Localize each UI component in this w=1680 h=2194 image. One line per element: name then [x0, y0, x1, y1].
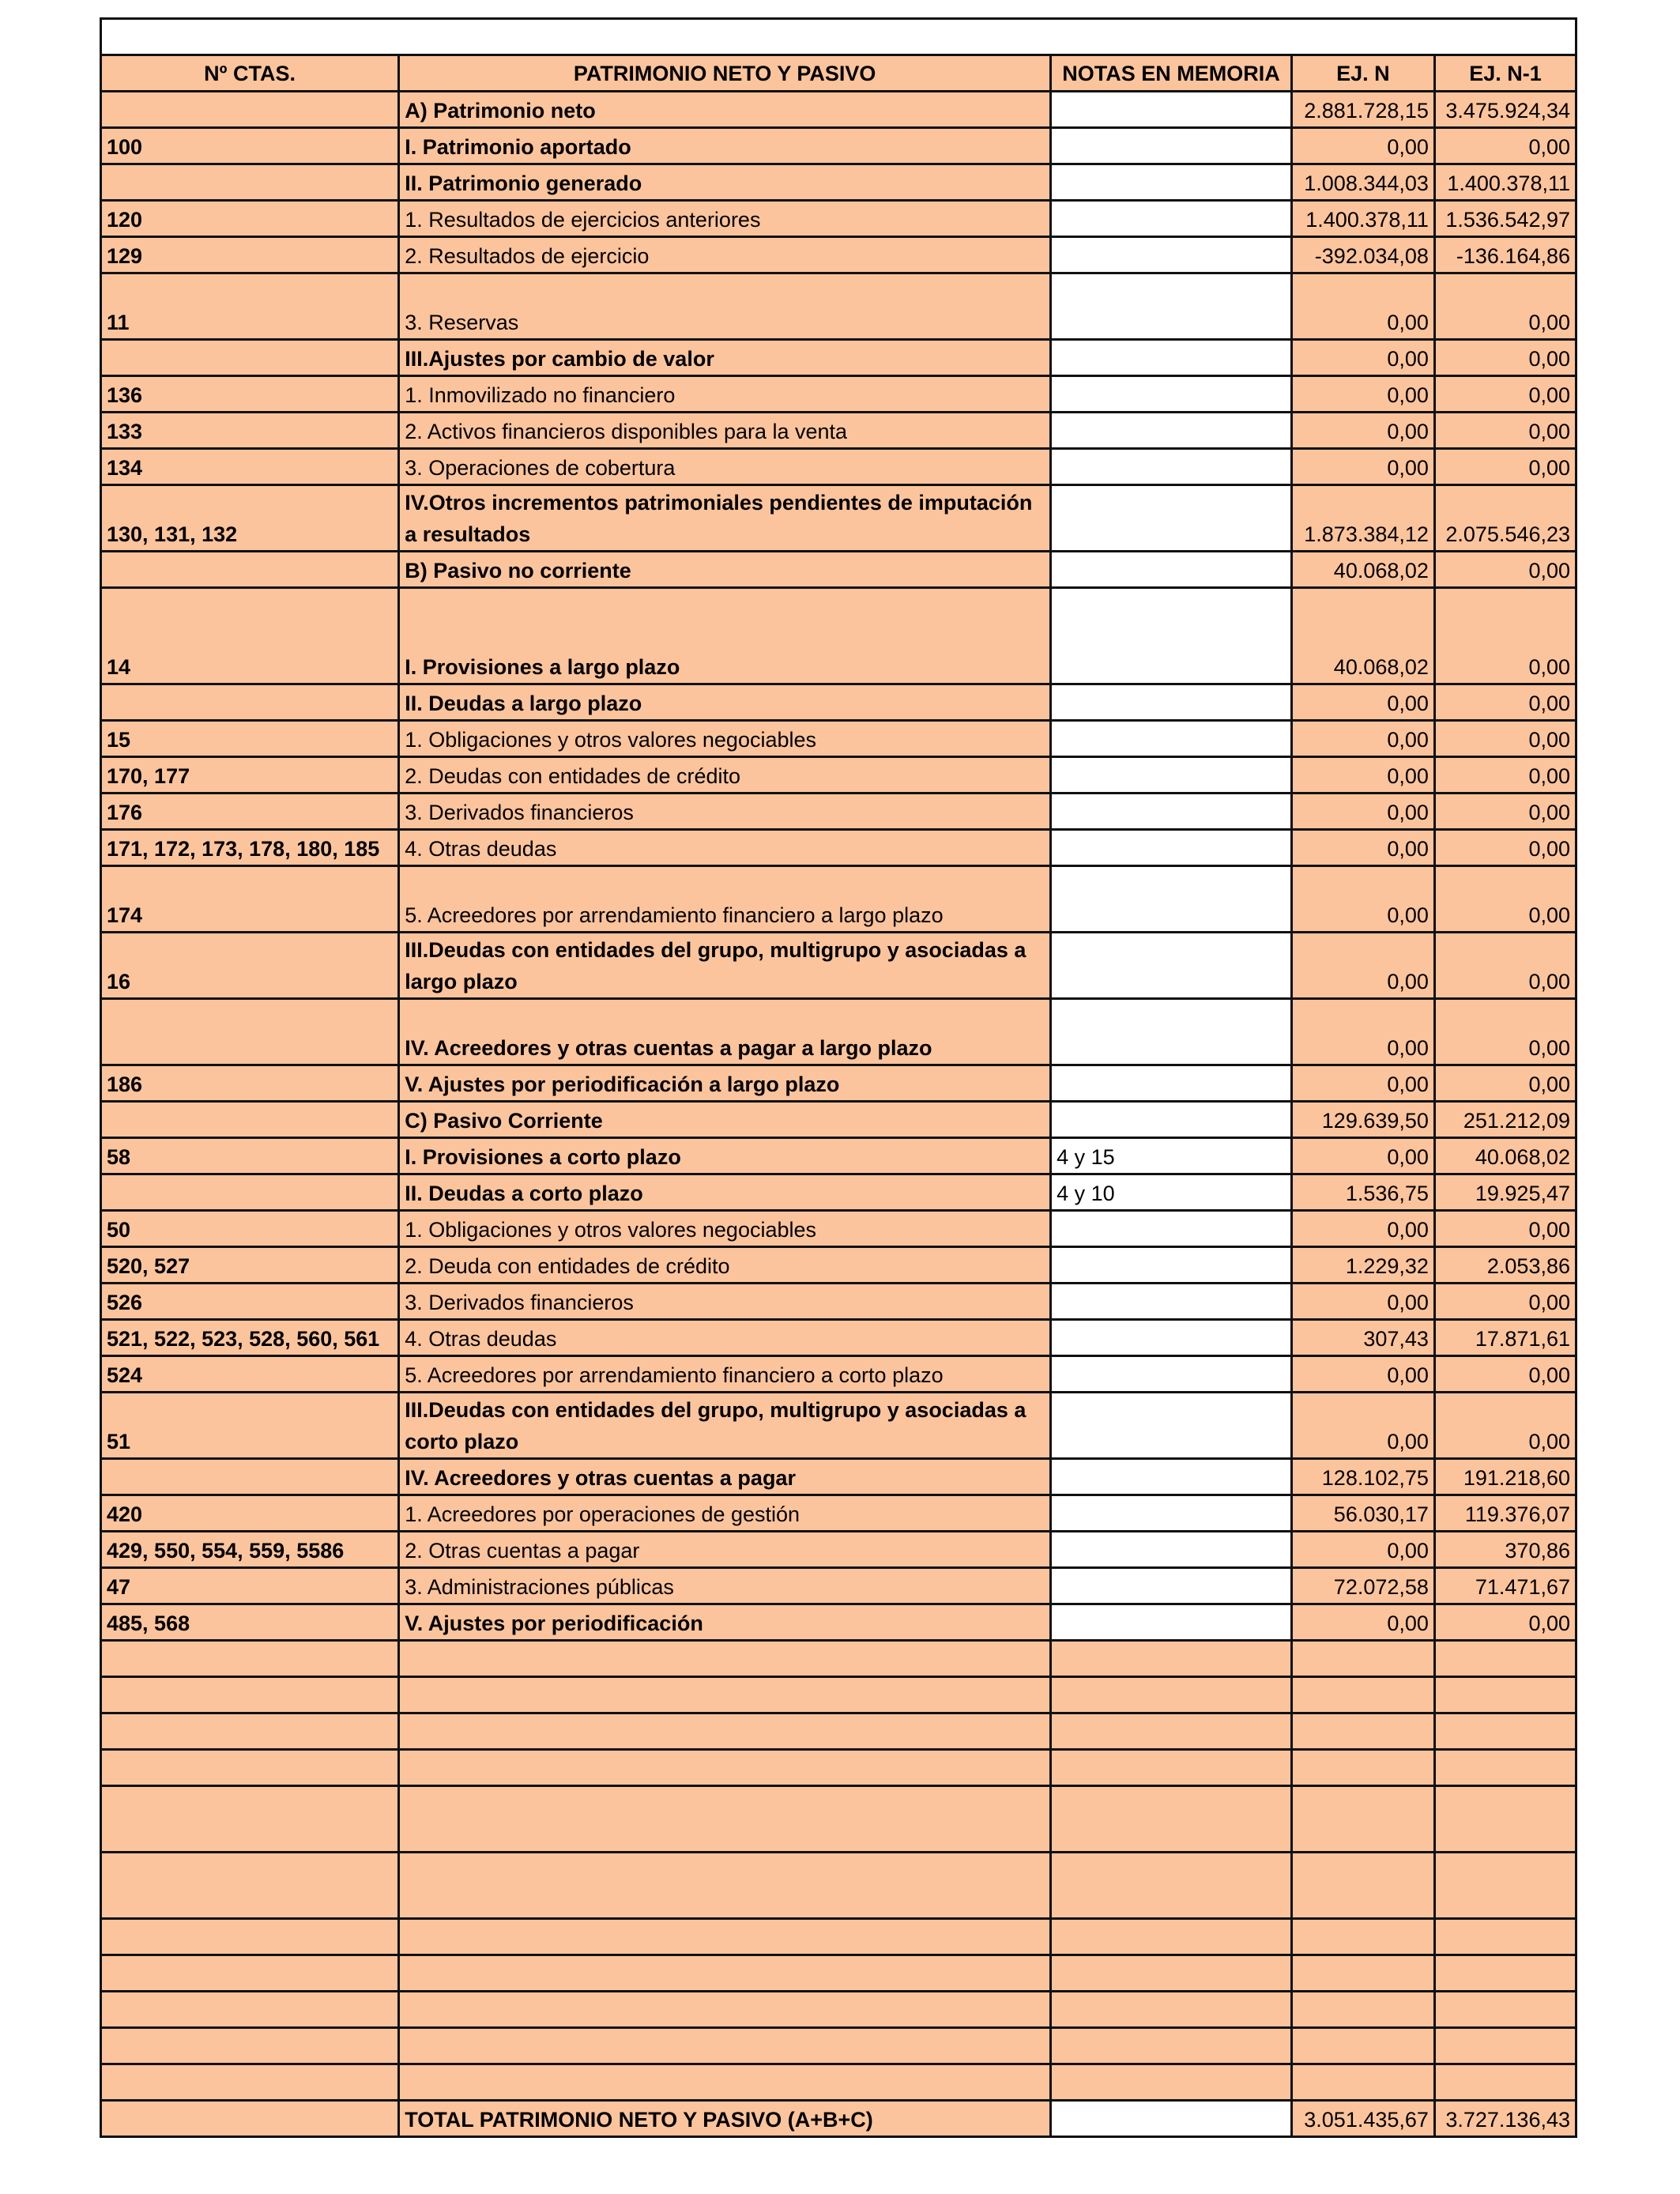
year-value-cell: 1.536,75 — [1291, 1174, 1434, 1211]
account-cell: 100 — [101, 128, 399, 164]
prev-year-value-cell: 0,00 — [1434, 340, 1576, 376]
table-row — [101, 933, 1576, 999]
prev-year-value-cell: 2.053,86 — [1434, 1247, 1576, 1284]
prev-year-value-cell: 0,00 — [1434, 413, 1576, 449]
empty-row — [101, 2064, 1576, 2101]
empty-row — [101, 1919, 1576, 1955]
concept-cell: II. Patrimonio generado — [399, 164, 1051, 201]
table-row — [101, 449, 1576, 485]
account-cell — [101, 340, 399, 376]
year-value-cell: 56.030,17 — [1291, 1495, 1434, 1532]
empty-row — [101, 1992, 1576, 2028]
account-cell — [101, 552, 399, 588]
empty-cell — [1051, 1641, 1292, 1677]
empty-cell — [101, 1750, 399, 1786]
table-row — [101, 340, 1576, 376]
notes-cell — [1051, 830, 1292, 866]
year-value-cell: 0,00 — [1291, 721, 1434, 757]
account-cell — [101, 1174, 399, 1211]
table-row — [101, 1495, 1576, 1532]
notes-cell — [1051, 485, 1292, 552]
year-value-cell: 40.068,02 — [1291, 552, 1434, 588]
account-cell: 16 — [101, 933, 399, 999]
table-row — [101, 999, 1576, 1065]
notes-cell — [1051, 552, 1292, 588]
year-value-cell: 0,00 — [1291, 1284, 1434, 1320]
concept-cell: 3. Reservas — [399, 273, 1051, 340]
empty-cell — [1051, 1677, 1292, 1713]
year-value-cell: 0,00 — [1291, 128, 1434, 164]
concept-cell: III.Ajustes por cambio de valor — [399, 340, 1051, 376]
concept-cell: IV.Otros incrementos patrimoniales pendientes de imputación a resultados — [399, 485, 1051, 552]
concept-cell: C) Pasivo Corriente — [399, 1102, 1051, 1138]
account-cell: 11 — [101, 273, 399, 340]
account-cell: 485, 568 — [101, 1604, 399, 1641]
empty-cell — [399, 1677, 1051, 1713]
notes-cell — [1051, 757, 1292, 794]
account-cell: 14 — [101, 588, 399, 684]
notes-cell — [1051, 1459, 1292, 1495]
concept-cell: 1. Resultados de ejercicios anteriores — [399, 201, 1051, 237]
table-row — [101, 413, 1576, 449]
title-cell — [101, 19, 1576, 55]
prev-year-value-cell: 0,00 — [1434, 999, 1576, 1065]
balance-sheet — [100, 17, 1577, 2138]
concept-cell: II. Deudas a largo plazo — [399, 684, 1051, 721]
account-cell: 174 — [101, 866, 399, 933]
account-cell: 130, 131, 132 — [101, 485, 399, 552]
prev-year-value-cell: 0,00 — [1434, 757, 1576, 794]
empty-cell — [1051, 1750, 1292, 1786]
empty-cell — [101, 1955, 399, 1992]
notes-cell — [1051, 1284, 1292, 1320]
prev-year-value-cell: 0,00 — [1434, 1211, 1576, 1247]
table-row — [101, 1065, 1576, 1102]
concept-cell: 2. Resultados de ejercicio — [399, 237, 1051, 273]
empty-row — [101, 1713, 1576, 1750]
notes-cell — [1051, 1065, 1292, 1102]
empty-cell — [1051, 1992, 1292, 2028]
header-notes: NOTAS EN MEMORIA — [1051, 55, 1292, 92]
prev-year-value-cell: 0,00 — [1434, 273, 1576, 340]
concept-cell: I. Provisiones a corto plazo — [399, 1138, 1051, 1174]
total-account-cell — [101, 2101, 399, 2137]
empty-cell — [1051, 1919, 1292, 1955]
empty-cell — [1291, 1919, 1434, 1955]
empty-cell — [1434, 1713, 1576, 1750]
prev-year-value-cell: 0,00 — [1434, 449, 1576, 485]
table-row — [101, 830, 1576, 866]
empty-cell — [399, 1750, 1051, 1786]
notes-cell — [1051, 273, 1292, 340]
empty-cell — [399, 2064, 1051, 2101]
concept-cell: 3. Administraciones públicas — [399, 1568, 1051, 1604]
account-cell: 429, 550, 554, 559, 5586 — [101, 1532, 399, 1568]
year-value-cell: 72.072,58 — [1291, 1568, 1434, 1604]
prev-year-value-cell: 0,00 — [1434, 1604, 1576, 1641]
year-value-cell: 0,00 — [1291, 757, 1434, 794]
prev-year-value-cell: -136.164,86 — [1434, 237, 1576, 273]
notes-cell — [1051, 413, 1292, 449]
concept-cell: 2. Deudas con entidades de crédito — [399, 757, 1051, 794]
year-value-cell: 0,00 — [1291, 340, 1434, 376]
total-year-value: 3.051.435,67 — [1291, 2101, 1434, 2137]
empty-cell — [399, 1853, 1051, 1919]
empty-cell — [101, 1677, 399, 1713]
account-cell: 134 — [101, 449, 399, 485]
account-cell — [101, 999, 399, 1065]
prev-year-value-cell: 0,00 — [1434, 684, 1576, 721]
concept-cell: III.Deudas con entidades del grupo, multigrupo y asociadas a largo plazo — [399, 933, 1051, 999]
empty-cell — [1051, 1786, 1292, 1853]
concept-cell: 1. Inmovilizado no financiero — [399, 376, 1051, 413]
table-row — [101, 1284, 1576, 1320]
empty-row — [101, 1786, 1576, 1853]
table-row — [101, 1138, 1576, 1174]
prev-year-value-cell: 0,00 — [1434, 794, 1576, 830]
prev-year-value-cell: 17.871,61 — [1434, 1320, 1576, 1356]
empty-cell — [1291, 1677, 1434, 1713]
year-value-cell: 307,43 — [1291, 1320, 1434, 1356]
account-cell: 136 — [101, 376, 399, 413]
prev-year-value-cell: 251.212,09 — [1434, 1102, 1576, 1138]
notes-cell — [1051, 1532, 1292, 1568]
table-row — [101, 1532, 1576, 1568]
empty-cell — [1291, 1750, 1434, 1786]
empty-cell — [1291, 1992, 1434, 2028]
notes-cell — [1051, 1393, 1292, 1459]
prev-year-value-cell: 0,00 — [1434, 1393, 1576, 1459]
account-cell: 133 — [101, 413, 399, 449]
empty-cell — [101, 1713, 399, 1750]
empty-cell — [1434, 1750, 1576, 1786]
prev-year-value-cell: 0,00 — [1434, 588, 1576, 684]
total-notes-cell — [1051, 2101, 1292, 2137]
concept-cell: 2. Activos financieros disponibles para la venta — [399, 413, 1051, 449]
empty-cell — [1291, 2028, 1434, 2064]
prev-year-value-cell: 19.925,47 — [1434, 1174, 1576, 1211]
year-value-cell: 0,00 — [1291, 376, 1434, 413]
notes-cell — [1051, 1247, 1292, 1284]
empty-row — [101, 2028, 1576, 2064]
prev-year-value-cell: 0,00 — [1434, 933, 1576, 999]
account-cell: 120 — [101, 201, 399, 237]
account-cell — [101, 1459, 399, 1495]
table-row — [101, 164, 1576, 201]
account-cell — [101, 164, 399, 201]
header-row — [101, 55, 1576, 92]
notes-cell — [1051, 1320, 1292, 1356]
year-value-cell: 0,00 — [1291, 866, 1434, 933]
concept-cell: 1. Acreedores por operaciones de gestión — [399, 1495, 1051, 1532]
empty-cell — [399, 1919, 1051, 1955]
empty-cell — [1051, 2028, 1292, 2064]
prev-year-value-cell: 1.400.378,11 — [1434, 164, 1576, 201]
title-row — [101, 19, 1576, 55]
table-row — [101, 552, 1576, 588]
empty-cell — [1434, 1919, 1576, 1955]
table-row — [101, 684, 1576, 721]
year-value-cell: -392.034,08 — [1291, 237, 1434, 273]
concept-cell: I. Patrimonio aportado — [399, 128, 1051, 164]
concept-cell: I. Provisiones a largo plazo — [399, 588, 1051, 684]
year-value-cell: 0,00 — [1291, 999, 1434, 1065]
concept-cell: 2. Deuda con entidades de crédito — [399, 1247, 1051, 1284]
empty-cell — [101, 2064, 399, 2101]
concept-cell: II. Deudas a corto plazo — [399, 1174, 1051, 1211]
concept-cell: 1. Obligaciones y otros valores negociables — [399, 1211, 1051, 1247]
empty-cell — [101, 1853, 399, 1919]
table-row — [101, 237, 1576, 273]
prev-year-value-cell: 40.068,02 — [1434, 1138, 1576, 1174]
year-value-cell: 0,00 — [1291, 1211, 1434, 1247]
empty-cell — [399, 2028, 1051, 2064]
notes-cell — [1051, 1356, 1292, 1393]
empty-row — [101, 1955, 1576, 1992]
notes-cell — [1051, 164, 1292, 201]
concept-cell: 3. Derivados financieros — [399, 1284, 1051, 1320]
notes-cell — [1051, 340, 1292, 376]
table-row — [101, 1568, 1576, 1604]
notes-cell — [1051, 1495, 1292, 1532]
empty-cell — [1291, 1786, 1434, 1853]
table-row — [101, 1356, 1576, 1393]
prev-year-value-cell: 0,00 — [1434, 830, 1576, 866]
table-row — [101, 92, 1576, 128]
year-value-cell: 0,00 — [1291, 1604, 1434, 1641]
total-row — [101, 2101, 1576, 2137]
notes-cell — [1051, 866, 1292, 933]
account-cell: 15 — [101, 721, 399, 757]
year-value-cell: 0,00 — [1291, 1532, 1434, 1568]
concept-cell: 4. Otras deudas — [399, 1320, 1051, 1356]
prev-year-value-cell: 0,00 — [1434, 552, 1576, 588]
total-prev-year-value: 3.727.136,43 — [1434, 2101, 1576, 2137]
empty-cell — [1434, 1786, 1576, 1853]
concept-cell: IV. Acreedores y otras cuentas a pagar — [399, 1459, 1051, 1495]
prev-year-value-cell: 71.471,67 — [1434, 1568, 1576, 1604]
empty-cell — [1434, 1853, 1576, 1919]
empty-cell — [399, 1713, 1051, 1750]
prev-year-value-cell: 0,00 — [1434, 721, 1576, 757]
account-cell: 171, 172, 173, 178, 180, 185 — [101, 830, 399, 866]
prev-year-value-cell: 3.475.924,34 — [1434, 92, 1576, 128]
table-row — [101, 757, 1576, 794]
empty-cell — [1291, 2064, 1434, 2101]
year-value-cell: 0,00 — [1291, 413, 1434, 449]
table-row — [101, 1102, 1576, 1138]
account-cell: 50 — [101, 1211, 399, 1247]
prev-year-value-cell: 370,86 — [1434, 1532, 1576, 1568]
year-value-cell: 1.873.384,12 — [1291, 485, 1434, 552]
prev-year-value-cell: 1.536.542,97 — [1434, 201, 1576, 237]
notes-cell: 4 y 10 — [1051, 1174, 1292, 1211]
empty-cell — [1291, 1955, 1434, 1992]
prev-year-value-cell: 0,00 — [1434, 1284, 1576, 1320]
concept-cell: 5. Acreedores por arrendamiento financiero a corto plazo — [399, 1356, 1051, 1393]
year-value-cell: 0,00 — [1291, 449, 1434, 485]
year-value-cell: 1.229,32 — [1291, 1247, 1434, 1284]
concept-cell: B) Pasivo no corriente — [399, 552, 1051, 588]
table-row — [101, 1604, 1576, 1641]
concept-cell: 1. Obligaciones y otros valores negociables — [399, 721, 1051, 757]
account-cell: 526 — [101, 1284, 399, 1320]
table-row — [101, 376, 1576, 413]
prev-year-value-cell: 0,00 — [1434, 1065, 1576, 1102]
balance-table — [100, 17, 1577, 2138]
notes-cell — [1051, 92, 1292, 128]
total-label: TOTAL PATRIMONIO NETO Y PASIVO (A+B+C) — [399, 2101, 1051, 2137]
notes-cell — [1051, 237, 1292, 273]
notes-cell — [1051, 721, 1292, 757]
account-cell: 420 — [101, 1495, 399, 1532]
concept-cell: 3. Operaciones de cobertura — [399, 449, 1051, 485]
concept-cell: 4. Otras deudas — [399, 830, 1051, 866]
concept-cell: 5. Acreedores por arrendamiento financiero a largo plazo — [399, 866, 1051, 933]
notes-cell — [1051, 1211, 1292, 1247]
year-value-cell: 0,00 — [1291, 1393, 1434, 1459]
concept-cell: V. Ajustes por periodificación a largo plazo — [399, 1065, 1051, 1102]
year-value-cell: 0,00 — [1291, 794, 1434, 830]
table-row — [101, 1459, 1576, 1495]
notes-cell — [1051, 128, 1292, 164]
table-row — [101, 721, 1576, 757]
prev-year-value-cell: 191.218,60 — [1434, 1459, 1576, 1495]
account-cell: 524 — [101, 1356, 399, 1393]
table-row — [101, 588, 1576, 684]
account-cell: 170, 177 — [101, 757, 399, 794]
concept-cell: A) Patrimonio neto — [399, 92, 1051, 128]
header-year: EJ. N — [1291, 55, 1434, 92]
table-row — [101, 273, 1576, 340]
empty-row — [101, 1677, 1576, 1713]
empty-cell — [399, 1786, 1051, 1853]
notes-cell — [1051, 1102, 1292, 1138]
empty-row — [101, 1641, 1576, 1677]
account-cell: 176 — [101, 794, 399, 830]
notes-cell — [1051, 999, 1292, 1065]
prev-year-value-cell: 0,00 — [1434, 128, 1576, 164]
empty-cell — [1051, 1955, 1292, 1992]
header-concept: PATRIMONIO NETO Y PASIVO — [399, 55, 1051, 92]
notes-cell — [1051, 201, 1292, 237]
table-row — [101, 794, 1576, 830]
empty-row — [101, 1853, 1576, 1919]
empty-cell — [101, 2028, 399, 2064]
account-cell: 520, 527 — [101, 1247, 399, 1284]
empty-cell — [1434, 1955, 1576, 1992]
empty-cell — [1051, 1853, 1292, 1919]
account-cell: 521, 522, 523, 528, 560, 561 — [101, 1320, 399, 1356]
concept-cell: III.Deudas con entidades del grupo, multigrupo y asociadas a corto plazo — [399, 1393, 1051, 1459]
empty-cell — [101, 1641, 399, 1677]
year-value-cell: 1.008.344,03 — [1291, 164, 1434, 201]
empty-cell — [399, 1992, 1051, 2028]
notes-cell: 4 y 15 — [1051, 1138, 1292, 1174]
table-row — [101, 866, 1576, 933]
empty-cell — [1291, 1853, 1434, 1919]
notes-cell — [1051, 376, 1292, 413]
account-cell: 58 — [101, 1138, 399, 1174]
concept-cell: IV. Acreedores y otras cuentas a pagar a largo plazo — [399, 999, 1051, 1065]
empty-cell — [399, 1641, 1051, 1677]
notes-cell — [1051, 588, 1292, 684]
account-cell: 129 — [101, 237, 399, 273]
account-cell — [101, 1102, 399, 1138]
concept-cell: V. Ajustes por periodificación — [399, 1604, 1051, 1641]
empty-cell — [1434, 1992, 1576, 2028]
prev-year-value-cell: 2.075.546,23 — [1434, 485, 1576, 552]
year-value-cell: 1.400.378,11 — [1291, 201, 1434, 237]
empty-cell — [1051, 2064, 1292, 2101]
header-prev-year: EJ. N-1 — [1434, 55, 1576, 92]
table-row — [101, 1393, 1576, 1459]
year-value-cell: 0,00 — [1291, 1065, 1434, 1102]
empty-cell — [101, 1992, 399, 2028]
table-row — [101, 485, 1576, 552]
year-value-cell: 0,00 — [1291, 933, 1434, 999]
prev-year-value-cell: 119.376,07 — [1434, 1495, 1576, 1532]
year-value-cell: 0,00 — [1291, 684, 1434, 721]
year-value-cell: 128.102,75 — [1291, 1459, 1434, 1495]
year-value-cell: 129.639,50 — [1291, 1102, 1434, 1138]
concept-cell: 2. Otras cuentas a pagar — [399, 1532, 1051, 1568]
empty-cell — [1051, 1713, 1292, 1750]
concept-cell: 3. Derivados financieros — [399, 794, 1051, 830]
year-value-cell: 0,00 — [1291, 1356, 1434, 1393]
year-value-cell: 2.881.728,15 — [1291, 92, 1434, 128]
table-row — [101, 1174, 1576, 1211]
empty-cell — [399, 1955, 1051, 1992]
account-cell: 186 — [101, 1065, 399, 1102]
header-accounts: Nº CTAS. — [101, 55, 399, 92]
table-row — [101, 1211, 1576, 1247]
empty-cell — [1434, 1677, 1576, 1713]
notes-cell — [1051, 1604, 1292, 1641]
empty-cell — [1291, 1713, 1434, 1750]
table-row — [101, 1320, 1576, 1356]
account-cell: 47 — [101, 1568, 399, 1604]
account-cell — [101, 92, 399, 128]
empty-cell — [1434, 2028, 1576, 2064]
prev-year-value-cell: 0,00 — [1434, 866, 1576, 933]
prev-year-value-cell: 0,00 — [1434, 376, 1576, 413]
notes-cell — [1051, 449, 1292, 485]
table-row — [101, 201, 1576, 237]
empty-cell — [101, 1919, 399, 1955]
table-row — [101, 1247, 1576, 1284]
table-row — [101, 128, 1576, 164]
empty-row — [101, 1750, 1576, 1786]
year-value-cell: 0,00 — [1291, 830, 1434, 866]
notes-cell — [1051, 794, 1292, 830]
account-cell — [101, 684, 399, 721]
empty-cell — [1434, 1641, 1576, 1677]
year-value-cell: 0,00 — [1291, 1138, 1434, 1174]
notes-cell — [1051, 933, 1292, 999]
empty-cell — [1291, 1641, 1434, 1677]
account-cell: 51 — [101, 1393, 399, 1459]
empty-cell — [101, 1786, 399, 1853]
empty-cell — [1434, 2064, 1576, 2101]
year-value-cell: 0,00 — [1291, 273, 1434, 340]
prev-year-value-cell: 0,00 — [1434, 1356, 1576, 1393]
notes-cell — [1051, 1568, 1292, 1604]
year-value-cell: 40.068,02 — [1291, 588, 1434, 684]
notes-cell — [1051, 684, 1292, 721]
